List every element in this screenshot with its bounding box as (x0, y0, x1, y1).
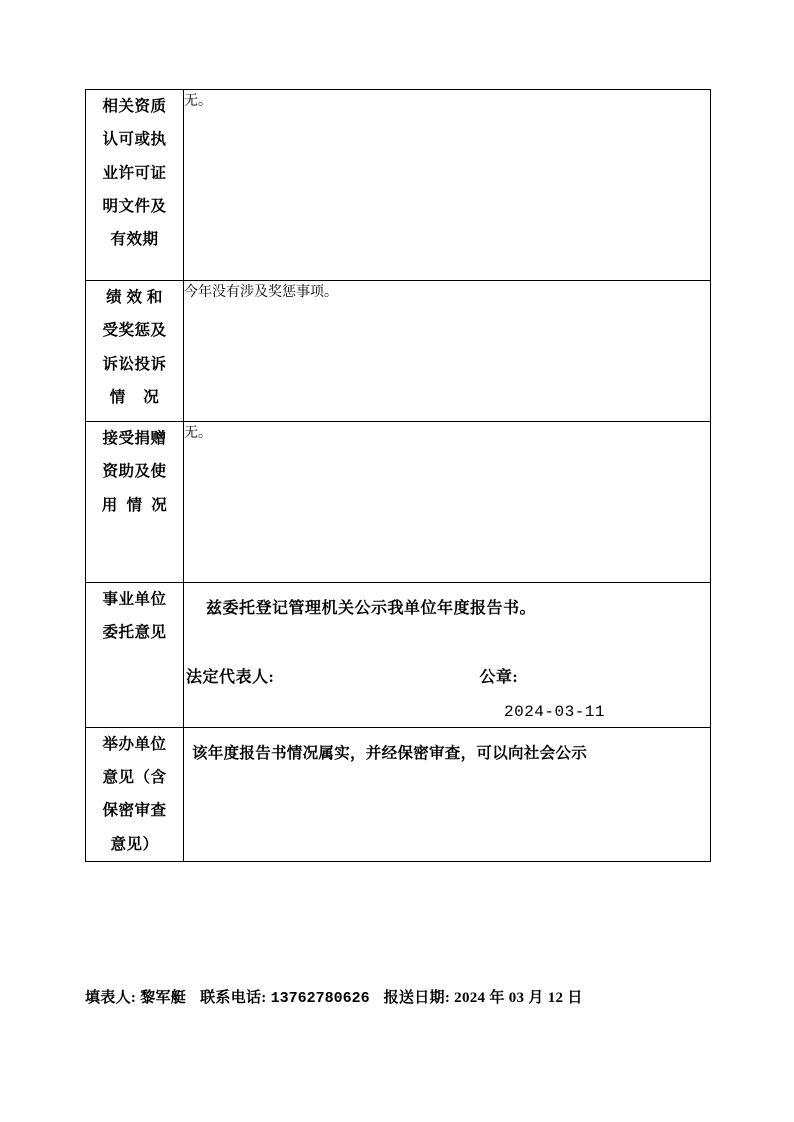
legal-representative-label: 法定代表人: (186, 669, 275, 687)
official-seal-label: 公章: (479, 669, 519, 687)
submit-date-value: 2024 年 03 月 12 日 (454, 990, 583, 1006)
table-row (86, 281, 711, 422)
label-line: 情 况 (109, 388, 160, 406)
label-line: 意见） (110, 835, 159, 853)
phone-value: 13762780626 (270, 990, 370, 1007)
row-label-qualification (86, 90, 184, 281)
filler-label: 填表人: (85, 990, 137, 1006)
filler-value: 黎军艇 (140, 990, 187, 1006)
row-label-entrust (86, 583, 184, 728)
row-content-donation: 无。 (184, 422, 711, 583)
label-line: 业许可证 (102, 164, 167, 182)
entrust-date: 2024-03-11 (503, 703, 605, 722)
label-line: 有效期 (110, 231, 159, 249)
entrust-block (184, 583, 710, 727)
row-content-sponsor (184, 727, 711, 861)
row-label-donation (86, 422, 184, 583)
label-line: 绩 效 和 (106, 289, 163, 306)
row-content-entrust (184, 583, 711, 728)
submit-date-label: 报送日期: (383, 990, 451, 1006)
label-line: 明文件及 (102, 197, 167, 215)
label-line: 认可或执 (102, 131, 167, 149)
label-line: 事业单位 (102, 591, 167, 608)
table-row (86, 422, 711, 583)
row-content-performance: 今年没有涉及奖惩事项。 (184, 281, 711, 422)
table-row (86, 583, 711, 728)
label-line: 受奖惩及 (102, 322, 167, 340)
label-line: 意见（含 (102, 768, 167, 786)
phone-label: 联系电话: (200, 990, 267, 1006)
label-line: 相关资质 (102, 98, 167, 115)
label-line: 资助及使 (102, 463, 167, 481)
label-line: 举办单位 (102, 735, 167, 753)
label-line: 委托意见 (102, 624, 167, 642)
sponsor-opinion-text: 该年度报告书情况属实，并经保密审查，可以向社会公示 (192, 744, 588, 762)
annual-report-table (85, 89, 711, 862)
row-label-sponsor (86, 727, 184, 861)
table-row (86, 90, 711, 281)
entrust-signature-line (184, 622, 710, 691)
label-line: 接受捐赠 (102, 430, 167, 447)
label-line: 用 情 况 (101, 496, 168, 514)
label-line: 保密审查 (102, 802, 167, 820)
entrust-title: 兹委托登记管理机关公示我单位年度报告书。 (206, 600, 537, 617)
row-content-qualification: 无。 (184, 90, 711, 281)
label-line: 诉讼投诉 (102, 355, 167, 373)
footer-info (85, 986, 725, 1007)
table-row (86, 727, 711, 861)
row-label-performance (86, 281, 184, 422)
